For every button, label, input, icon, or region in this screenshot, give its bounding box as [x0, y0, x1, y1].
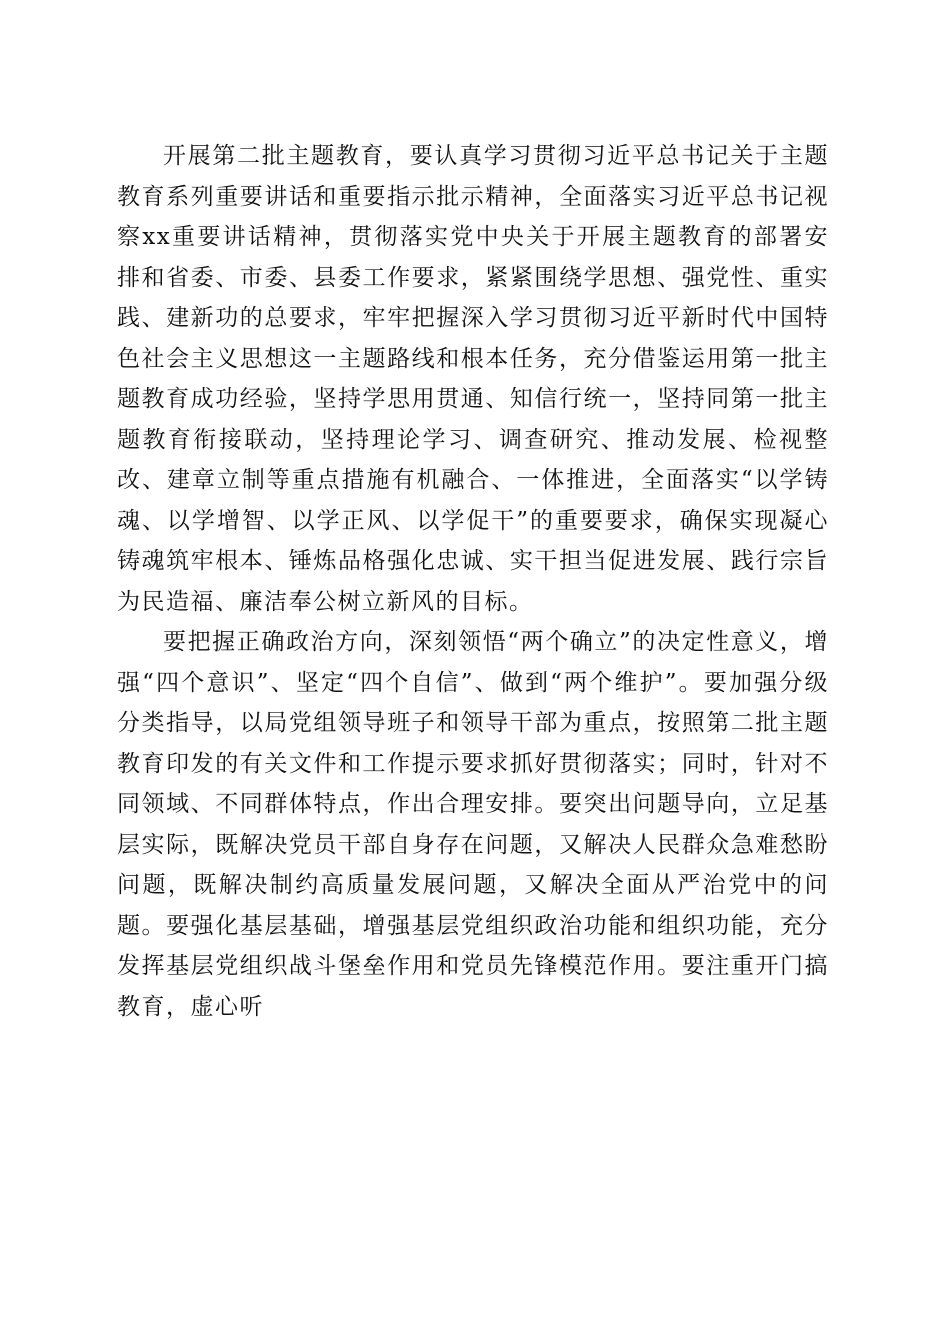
paragraph-1: 开展第二批主题教育，要认真学习贯彻习近平总书记关于主题教育系列重要讲话和重要指示批示精神，全面落实习近平总书记视察xx重要讲话精神，贯彻落实党中央关于开展主题教育的部署安排和省委、市委、县委工作要求，紧紧围绕学思想、强党性、重实践、建新功的总要求，牢牢把握深入学习贯彻习近平新时代中国特色社会主义思想这一主题路线和根本任务，充分借鉴运用第一批主题教育成功经验，坚持学思用贯通、知信行统一，坚持同第一批主题教育衔接联动，坚持理论学习、调查研究、推动发展、检视整改、建章立制等重点措施有机融合、一体推进，全面落实“以学铸魂、以学增智、以学正风、以学促干”的重要要求，确保实现凝心铸魂筑牢根本、锤炼品格强化忠诚、实干担当促进发展、践行宗旨为民造福、廉洁奉公树立新风的目标。: [117, 143, 829, 615]
document-body: [117, 136, 829, 1027]
paragraph-2: 要把握正确政治方向，深刻领悟“两个确立”的决定性意义，增强“四个意识”、坚定“四个自信”、做到“两个维护”。要加强分级分类指导，以局党组领导班子和领导干部为重点，按照第二批主题教育印发的有关文件和工作提示要求抓好贯彻落实；同时，针对不同领域、不同群体特点，作出合理安排。要突出问题导向，立足基层实际，既解决党员干部自身存在问题，又解决人民群众急难愁盼问题，既解决制约高质量发展问题，又解决全面从严治党中的问题。要强化基层基础，增强基层党组织政治功能和组织功能，充分发挥基层党组织战斗堡垒作用和党员先锋模范作用。要注重开门搞教育，虚心听: [117, 629, 829, 1020]
